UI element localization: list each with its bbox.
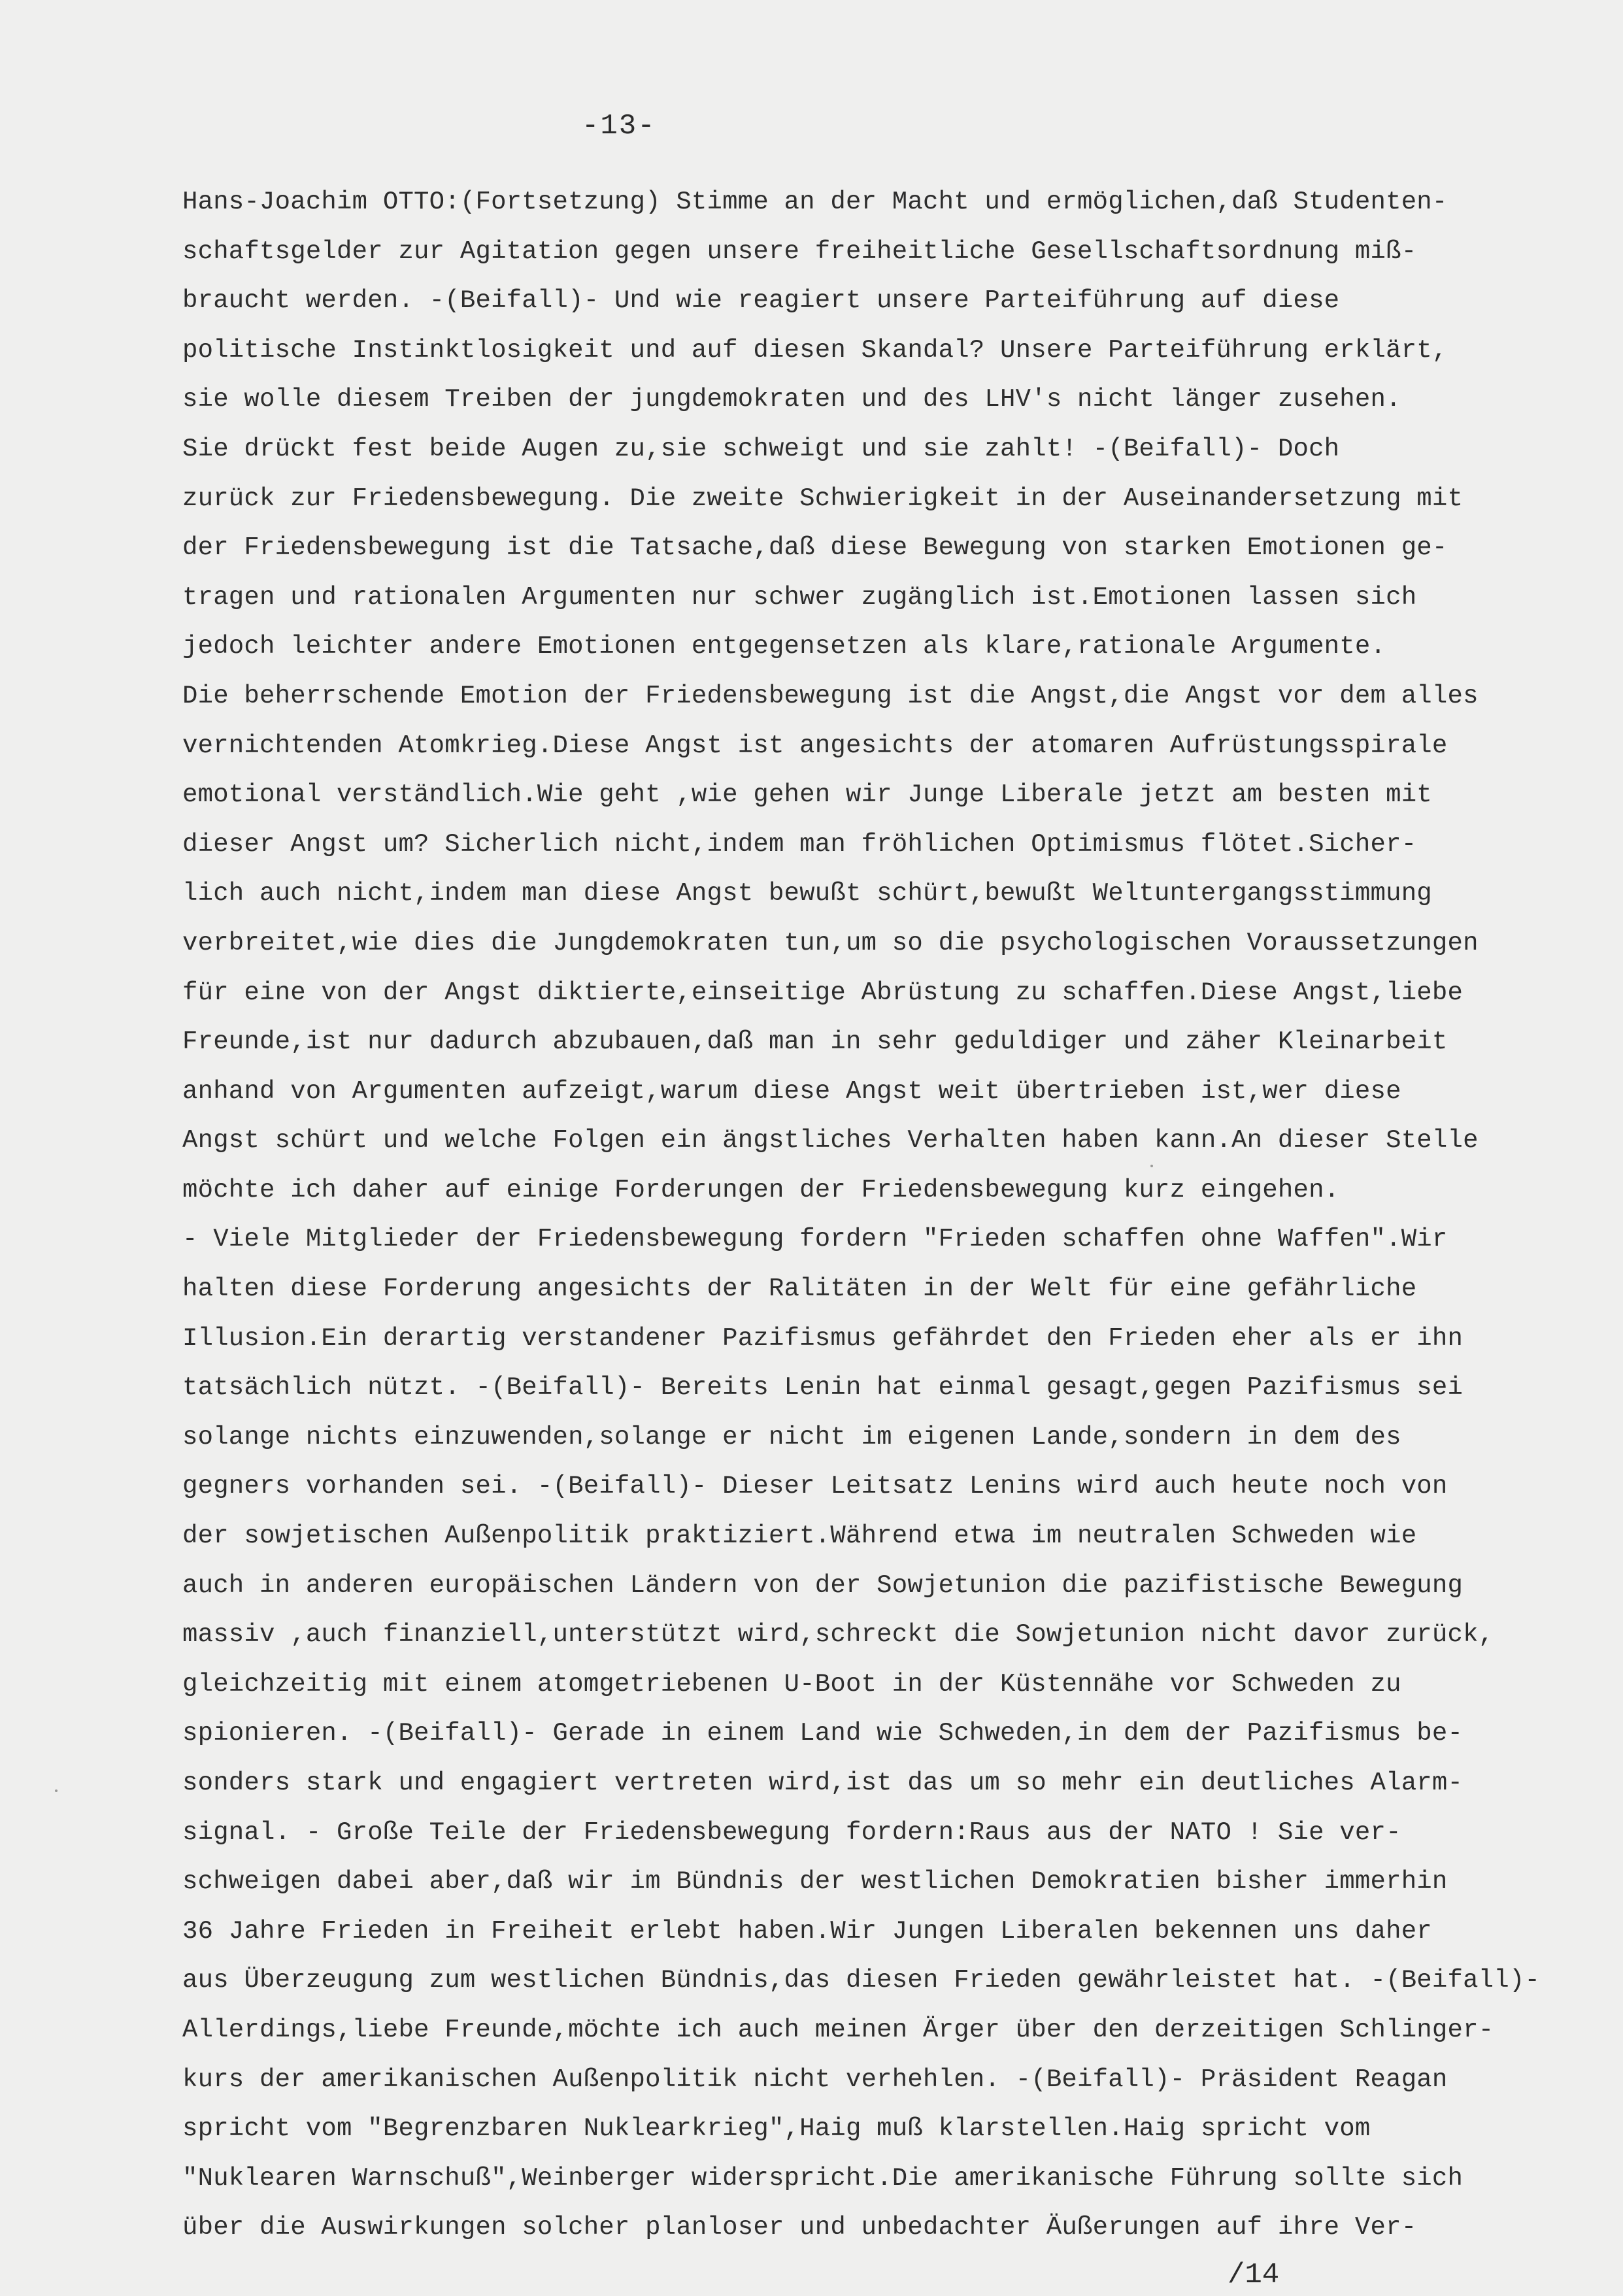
text-line: massiv ,auch finanziell,unterstützt wird,schreckt die Sowjetunion nicht davor zurück, [182, 1620, 1494, 1650]
text-line: "Nuklearen Warnschuß",Weinberger widerspricht.Die amerikanische Führung sollte sich [182, 2163, 1464, 2193]
text-line: auch in anderen europäischen Ländern von der Sowjetunion die pazifistische Bewegung [182, 1571, 1464, 1600]
text-line: Angst schürt und welche Folgen ein ängstliches Verhalten haben kann.An dieser Stelle [182, 1126, 1479, 1156]
text-line: zurück zur Friedensbewegung. Die zweite Schwierigkeit in der Auseinandersetzung mit [182, 484, 1464, 513]
text-line: gleichzeitig mit einem atomgetriebenen U-Boot in der Küstennähe vor Schweden zu [182, 1669, 1401, 1699]
text-line: schweigen dabei aber,daß wir im Bündnis der westlichen Demokratien bisher immerhin [182, 1867, 1448, 1897]
text-line: Hans-Joachim OTTO:(Fortsetzung) Stimme an der Macht und ermöglichen,daß Studenten- [182, 188, 1448, 216]
text-line: gegners vorhanden sei. -(Beifall)- Dieser Leitsatz Lenins wird auch heute noch von [182, 1472, 1448, 1501]
text-line: sie wolle diesem Treiben der jungdemokraten und des LHV's nicht länger zusehen. [182, 385, 1401, 414]
continuation-marker: /14 [1228, 2259, 1280, 2291]
text-line: Sie drückt fest beide Augen zu,sie schweigt und sie zahlt! -(Beifall)- Doch [182, 434, 1340, 463]
text-line: über die Auswirkungen solcher planloser und unbedachter Äußerungen auf ihre Ver- [182, 2213, 1417, 2242]
text-line: spionieren. -(Beifall)- Gerade in einem Land wie Schweden,in dem der Pazifismus be- [182, 1719, 1464, 1748]
text-line: für eine von der Angst diktierte,einseitige Abrüstung zu schaffen.Diese Angst,liebe [182, 978, 1464, 1007]
text-line: emotional verständlich.Wie geht ,wie gehen wir Junge Liberale jetzt am besten mit [182, 780, 1432, 810]
text-line: dieser Angst um? Sicherlich nicht,indem man fröhlichen Optimismus flötet.Sicher- [182, 829, 1417, 859]
text-line: verbreitet,wie dies die Jungdemokraten tun,um so die psychologischen Voraussetzungen [182, 928, 1479, 957]
text-line: anhand von Argumenten aufzeigt,warum diese Angst weit übertrieben ist,wer diese [182, 1076, 1401, 1106]
text-line: aus Überzeugung zum westlichen Bündnis,das diesen Frieden gewährleistet hat. -(Beifall)- [182, 1966, 1541, 1995]
text-line: tatsächlich nützt. -(Beifall)- Bereits Lenin hat einmal gesagt,gegen Pazifismus sei [182, 1373, 1464, 1403]
text-line: jedoch leichter andere Emotionen entgegensetzen als klare,rationale Argumente. [182, 632, 1386, 661]
text-line: Die beherrschende Emotion der Friedensbewegung ist die Angst,die Angst vor dem alles [182, 681, 1479, 710]
text-line: schaftsgelder zur Agitation gegen unsere freiheitliche Gesellschaftsordnung miß- [182, 237, 1417, 266]
text-line: braucht werden. -(Beifall)- Und wie reagiert unsere Parteiführung auf diese [182, 286, 1340, 316]
text-line: spricht vom "Begrenzbaren Nuklearkrieg",Haig muß klarstellen.Haig spricht vom [182, 2114, 1371, 2144]
text-line: kurs der amerikanischen Außenpolitik nicht verhehlen. -(Beifall)- Präsident Reagan [182, 2065, 1448, 2094]
text-line: - Viele Mitglieder der Friedensbewegung fordern "Frieden schaffen ohne Waffen".Wir [182, 1225, 1448, 1254]
text-line: vernichtenden Atomkrieg.Diese Angst ist angesichts der atomaren Aufrüstungsspirale [182, 731, 1448, 760]
page-number: -13- [582, 110, 656, 142]
text-line: solange nichts einzuwenden,solange er nicht im eigenen Lande,sondern in dem des [182, 1422, 1401, 1452]
text-line: Illusion.Ein derartig verstandener Pazifismus gefährdet den Frieden eher als er ihn [182, 1323, 1464, 1353]
text-line: tragen und rationalen Argumenten nur schwer zugänglich ist.Emotionen lassen sich [182, 582, 1417, 612]
text-line: sonders stark und engagiert vertreten wird,ist das um so mehr ein deutliches Alarm- [182, 1769, 1464, 1797]
body-text [182, 178, 1620, 2253]
text-line: politische Instinktlosigkeit und auf diesen Skandal? Unsere Parteiführung erklärt, [182, 335, 1448, 365]
text-line: der sowjetischen Außenpolitik praktiziert.Während etwa im neutralen Schweden wie [182, 1522, 1417, 1551]
text-line: 36 Jahre Frieden in Freiheit erlebt haben.Wir Jungen Liberalen bekennen uns daher [182, 1916, 1432, 1946]
paper-speck [1150, 1165, 1153, 1167]
text-line: möchte ich daher auf einige Forderungen der Friedensbewegung kurz eingehen. [182, 1175, 1340, 1205]
text-line: halten diese Forderung angesichts der Ralitäten in der Welt für eine gefährliche [182, 1274, 1417, 1304]
text-line: Allerdings,liebe Freunde,möchte ich auch meinen Ärger über den derzeitigen Schlinger- [182, 2015, 1494, 2044]
text-line: signal. - Große Teile der Friedensbewegung fordern:Raus aus der NATO ! Sie ver- [182, 1818, 1401, 1847]
text-line: der Friedensbewegung ist die Tatsache,daß diese Bewegung von starken Emotionen ge- [182, 533, 1448, 563]
paper-speck [55, 1789, 58, 1792]
text-line: Freunde,ist nur dadurch abzubauen,daß man in sehr geduldiger und zäher Kleinarbeit [182, 1027, 1448, 1057]
text-line: lich auch nicht,indem man diese Angst bewußt schürt,bewußt Weltuntergangsstimmung [182, 879, 1432, 908]
